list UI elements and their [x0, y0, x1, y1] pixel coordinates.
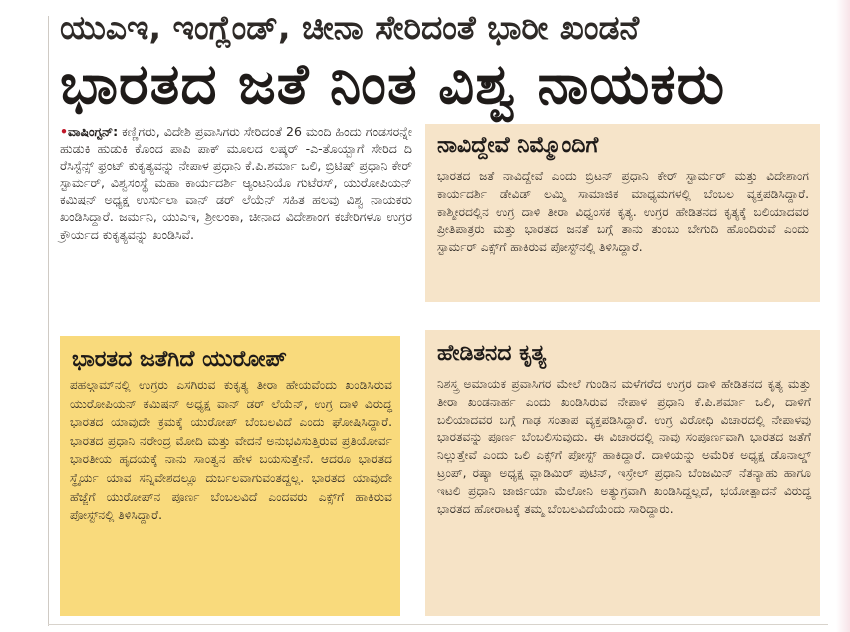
box-title: ನಾವಿದ್ದೇವೆ ನಿಮ್ಮೊಂದಿಗೆ — [437, 133, 599, 158]
box-text: ಭಾರತದ ಜತೆ ನಾವಿದ್ದೇವೆ ಎಂದು ಬ್ರಿಟನ್ ಪ್ರಧಾನಿ ಕೇರ್ ಸ್ಟಾರ್ಮರ್ ಮತ್ತು ವಿದೇಶಾಂಗ ಕಾರ್ಯದರ್ಶಿ ಡೇವಿಡ್ ಲಮ್ಮಿ ಸಾಮಾಜಿಕ ಮಾಧ್ಯಮಗಳಲ್ಲಿ ಬೆಂಬಲ ವ್ಯಕ್ತಪಡಿಸಿದ್ದಾರೆ. ಕಾಶ್ಮೀರದಲ್ಲಿನ ಉಗ್ರ ದಾಳಿ ತೀರಾ ವಿಧ್ವಂಸಕ ಕೃತ್ಯ. ಉಗ್ರರ ಹೇಡಿತನದ ಕೃತ್ಯಕ್ಕೆ ಬಲಿಯಾದವರ ಪ್ರೀತಿಪಾತ್ರರು ಮತ್ತು ಭಾರತದ ಜನತೆ ಬಗ್ಗೆ ತಾನು ತುಂಬು ಬೇಗುದಿ ಹೊಂದಿರುವೆ ಎಂದು ಸ್ಟಾರ್ಮರ್ ಎಕ್ಸ್‌ಗೆ ಹಾಕಿರುವ ಪೋಸ್ಟ್‌ನಲ್ಲಿ ತಿಳಿಸಿದ್ದಾರೆ. — [437, 169, 809, 255]
sidebar-box-europe — [60, 336, 400, 616]
lead-paragraph — [60, 123, 412, 243]
sidebar-box-uk — [425, 124, 820, 302]
sub-headline: ಯುಎಇ, ಇಂಗ್ಲೆಂಡ್, ಚೀನಾ ಸೇರಿದಂತೆ ಭಾರೀ ಖಂಡನೆ — [60, 8, 640, 47]
page-edge — [836, 0, 850, 632]
box-title: ಭಾರತದ ಜತೆಗಿದೆ ಯುರೋಪ್ — [72, 347, 287, 372]
box-title: ಹೇಡಿತನದ ಕೃತ್ಯ — [437, 341, 547, 366]
bottom-rule — [48, 624, 828, 625]
column-rule — [48, 16, 49, 626]
main-headline: ಭಾರತದ ಜತೆ ನಿಂತ ವಿಶ್ವ ನಾಯಕರು — [60, 52, 726, 117]
sidebar-box-nepal — [425, 330, 820, 616]
box-text: ನಿಶಸ್ತ್ರ ಅಮಾಯಕ ಪ್ರವಾಸಿಗರ ಮೇಲೆ ಗುಂಡಿನ ಮಳೆಗರೆದ ಉಗ್ರರ ದಾಳಿ ಹೇಡಿತನದ ಕೃತ್ಯ ಮತ್ತು ತೀರಾ ಖಂಡನಾರ್ಹ ಎಂದು ಖಂಡಿಸಿರುವ ನೇಪಾಳ ಪ್ರಧಾನಿ ಕೆ.ಪಿ.ಶರ್ಮಾ ಒಲಿ, ದಾಳಿಗೆ ಬಲಿಯಾದವರ ಬಗ್ಗೆ ಗಾಢ ಸಂತಾಪ ವ್ಯಕ್ತಪಡಿಸಿದ್ದಾರೆ. ಉಗ್ರ ವಿರೋಧಿ ವಿಚಾರದಲ್ಲಿ ನೇಪಾಳವು ಭಾರತವನ್ನು ಪೂರ್ಣ ಬೆಂಬಲಿಸುವುದು. ಈ ವಿಚಾರದಲ್ಲಿ ನಾವು ಸಂಪೂರ್ಣವಾಗಿ ಭಾರತದ ಜತೆಗೆ ನಿಲ್ಲುತ್ತೇವೆ ಎಂದು ಒಲಿ ಎಕ್ಸ್‌ಗೆ ಪೋಸ್ಟ್ ಹಾಕಿದ್ದಾರೆ. ದಾಳಿಯನ್ನು ಅಮೆರಿಕ ಅಧ್ಯಕ್ಷ ಡೊನಾಲ್ಡ್ ಟ್ರಂಪ್, ರಷ್ಯಾ ಅಧ್ಯಕ್ಷ ವ್ಲಾಡಿಮಿರ್ ಪುಟಿನ್, ಇಸ್ರೇಲ್ ಪ್ರಧಾನಿ ಬೆಂಜಮಿನ್ ನೆತನ್ಯಾಹು ಹಾಗೂ ಇಟಲಿ ಪ್ರಧಾನಿ ಜಾರ್ಜಿಯಾ ಮೆಲೋನಿ ಅತ್ಯುಗ್ರವಾಗಿ ಖಂಡಿಸಿದ್ದಲ್ಲದೆ, ಭಯೋತ್ಪಾದನೆ ವಿರುದ್ಧ ಭಾರತದ ಹೋರಾಟಕ್ಕೆ ತಮ್ಮ ಬೆಂಬಲವಿದೆಯೆಂದು ಸಾರಿದ್ದಾರು. — [437, 377, 811, 516]
lead-text: ಕಣ್ಣಿಗರು, ವಿದೇಶಿ ಪ್ರವಾಸಿಗರು ಸೇರಿದಂತೆ 26 ಮಂದಿ ಹಿಂದು ಗಂಡಸರನ್ನೇ ಹುಡುಕಿ ಹುಡುಕಿ ಕೊಂದ ಪಾಪಿ ಪಾಕ್ ಮೂಲದ ಲಷ್ಕರ್ -ಎ-ತೊಯ್ಬಾಗೆ ಸೇರಿದ ದಿ ರೆಸಿಸ್ಟೆನ್ಸ್ ಫ್ರಂಟ್ ಕುಕೃತ್ಯವನ್ನು ನೇಪಾಳ ಪ್ರಧಾನಿ ಕೆ.ಪಿ.ಶರ್ಮಾ ಒಲಿ, ಬ್ರಿಟಿಷ್ ಪ್ರಧಾನಿ ಕೇರ್ ಸ್ಟಾರ್ಮರ್, ವಿಶ್ವಸಂಸ್ಥೆ ಮಹಾ ಕಾರ್ಯದರ್ಶಿ ಆ್ಯಂಟನಿಯೊ ಗುಟೆರಸ್, ಯುರೋಪಿಯನ್ ಕಮಿಷನ್ ಅಧ್ಯಕ್ಷ ಉರ್ಸುಲಾ ವಾನ್ ಡರ್ ಲೆಯೆನ್ ಸಹಿತ ಹಲವು ವಿಶ್ವ ನಾಯಕರು ಖಂಡಿಸಿದ್ದಾರೆ. ಜರ್ಮನಿ, ಯುಎಇ, ಶ್ರೀಲಂಕಾ, ಚೀನಾದ ವಿದೇಶಾಂಗ ಕಚೇರಿಗಳೂ ಉಗ್ರರ ಕ್ರೌರ್ಯದ ಕುಕೃತ್ಯವನ್ನು ಖಂಡಿಸಿವೆ. — [60, 124, 412, 242]
dateline-marker: • — [60, 124, 68, 139]
dateline-place: ವಾಷಿಂಗ್ಟನ್: — [68, 124, 119, 139]
box-text: ಪಹಲ್ಗಾಮ್‌ನಲ್ಲಿ ಉಗ್ರರು ಎಸಗಿರುವ ಕುಕೃತ್ಯ ತೀರಾ ಹೇಯವೆಂದು ಖಂಡಿಸಿರುವ ಯುರೋಪಿಯನ್ ಕಮಿಷನ್ ಅಧ್ಯಕ್ಷ ವಾನ್ ಡರ್ ಲೆಯೆನ್, ಉಗ್ರ ದಾಳಿ ವಿರುದ್ಧ ಭಾರತದ ಯಾವುದೇ ಕ್ರಮಕ್ಕೆ ಯುರೋಪ್ ಬೆಂಬಲವಿದೆ ಎಂದು ಘೋಷಿಸಿದ್ದಾರೆ. ಭಾರತದ ಪ್ರಧಾನಿ ನರೇಂದ್ರ ಮೋದಿ ಮತ್ತು ವೇದನೆ ಅನುಭವಿಸುತ್ತಿರುವ ಪ್ರತಿಯೋರ್ವ ಭಾರತೀಯ ಹೃದಯಕ್ಕೆ ನಾನು ಸಾಂತ್ವನ ಹೇಳ ಬಯಸುತ್ತೇನೆ. ಆದರೂ ಭಾರತದ ಸ್ಥೈರ್ಯ ಯಾವ ಸನ್ನಿವೇಶದಲ್ಲೂ ದುರ್ಬಲವಾಗುವಂತದ್ದಲ್ಲ. ಭಾರತದ ಯಾವುದೇ ಹೆಜ್ಜೆಗೆ ಯುರೋಪ್‌ನ ಪೂರ್ಣ ಬೆಂಬಲವಿದೆ ಎಂದವರು ಎಕ್ಸ್‌ಗೆ ಹಾಕಿರುವ ಪೋಸ್ಟ್‌ನಲ್ಲಿ ತಿಳಿಸಿದ್ದಾರೆ. — [70, 378, 392, 523]
